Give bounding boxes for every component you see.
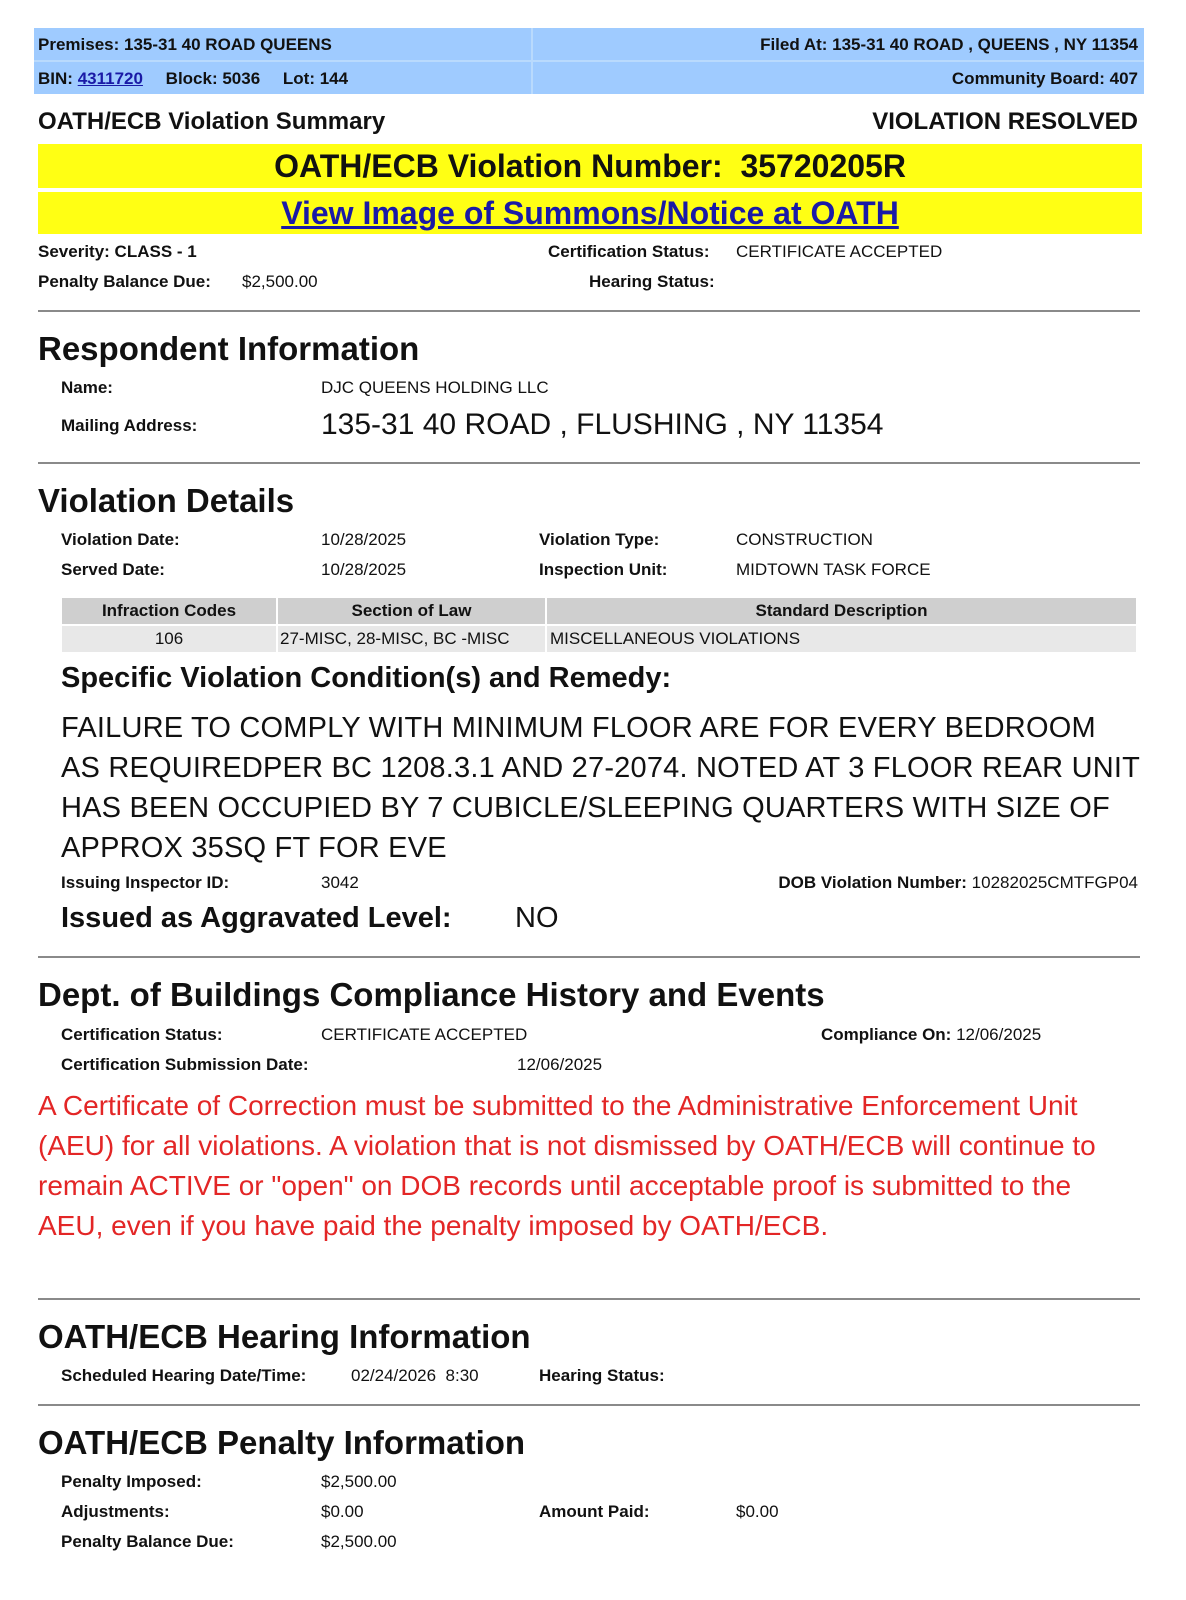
cert-status-label: Certification Status: (548, 242, 710, 261)
table-header-section-of-law: Section of Law (278, 598, 545, 624)
inspector-id-value: 3042 (321, 873, 359, 892)
adjustments-value: $0.00 (321, 1502, 364, 1521)
amount-paid-label: Amount Paid: (539, 1502, 650, 1521)
bin-link[interactable]: 4311720 (77, 69, 143, 88)
balance-due-value: $2,500.00 (321, 1532, 397, 1551)
aggravated-level-value: NO (515, 902, 559, 934)
penalty-imposed-value: $2,500.00 (321, 1472, 397, 1491)
hearing-title: OATH/ECB Hearing Information (38, 1318, 531, 1355)
table-header-standard-description: Standard Description (547, 598, 1136, 624)
violation-date-value: 10/28/2025 (321, 530, 407, 549)
table-cell-infraction-code: 106 (62, 626, 276, 652)
penalty-balance-label: Penalty Balance Due: (38, 272, 211, 291)
penalty-balance-value: $2,500.00 (242, 272, 318, 291)
divider (38, 1404, 1140, 1406)
compliance-on-label: Compliance On: (821, 1025, 952, 1044)
bin-label: BIN: (38, 69, 73, 88)
submission-date-label: Certification Submission Date: (61, 1055, 309, 1074)
hearing-status-label-2: Hearing Status: (539, 1366, 665, 1385)
lot-text: Lot: 144 (282, 69, 349, 88)
dob-violation-number (778, 873, 1138, 893)
community-board-text: Community Board: 407 (951, 69, 1138, 88)
dob-violation-number-label: DOB Violation Number: (778, 873, 967, 892)
penalty-title: OATH/ECB Penalty Information (38, 1424, 526, 1461)
compliance-cert-status-label: Certification Status: (61, 1025, 223, 1044)
table-cell-standard-description: MISCELLANEOUS VIOLATIONS (547, 626, 1136, 652)
conditions-title: Specific Violation Condition(s) and Remedy: (61, 662, 672, 694)
mailing-address-label: Mailing Address: (61, 416, 198, 435)
certificate-notice: A Certificate of Correction must be submitted to the Administrative Enforcement Unit (AEU) for all violations. A violation that is not dismissed by OATH/ECB will continue to remain ACTIVE or "open" on DOB records until acceptable proof is submitted to the AEU, even if you have paid the penalty imposed by OATH/ECB. (38, 1090, 1096, 1241)
premises-text: Premises: 135-31 40 ROAD QUEENS (38, 35, 332, 54)
cert-status-value: CERTIFICATE ACCEPTED (736, 242, 943, 261)
conditions-text: FAILURE TO COMPLY WITH MINIMUM FLOOR ARE FOR EVERY BEDROOM AS REQUIREDPER BC 1208.3.1 AND 27-2074. NOTED AT 3 FLOOR REAR UNIT HAS BEEN OCCUPIED BY 7 CUBICLE/SLEEPING QUARTERS WITH SIZE OF APPROX 35SQ FT FOR EVE (61, 712, 1140, 864)
summons-link-banner (38, 192, 1142, 234)
summary-title: OATH/ECB Violation Summary (38, 108, 386, 135)
view-summons-link[interactable]: View Image of Summons/Notice at OATH (281, 195, 899, 231)
violation-type-label: Violation Type: (539, 530, 660, 549)
respondent-name-value: DJC QUEENS HOLDING LLC (321, 378, 549, 397)
compliance-cert-status-value: CERTIFICATE ACCEPTED (321, 1025, 528, 1044)
violation-number-banner (38, 144, 1142, 188)
block-text: Block: 5036 (165, 69, 261, 88)
violation-date-label: Violation Date: (61, 530, 180, 549)
violation-type-value: CONSTRUCTION (736, 530, 873, 549)
scheduled-hearing-value: 02/24/2026 8:30 (351, 1366, 479, 1385)
filed-at-text: Filed At: 135-31 40 ROAD , QUEENS , NY 11354 (760, 35, 1138, 54)
compliance-title: Dept. of Buildings Compliance History and Events (38, 976, 825, 1013)
violation-status: VIOLATION RESOLVED (872, 108, 1138, 135)
property-header (34, 28, 1144, 94)
respondent-name-label: Name: (61, 378, 113, 397)
balance-due-label: Penalty Balance Due: (61, 1532, 234, 1551)
bin-row (38, 69, 348, 89)
served-date-value: 10/28/2025 (321, 560, 407, 579)
dob-violation-number-value: 10282025CMTFGP04 (971, 873, 1138, 892)
respondent-title: Respondent Information (38, 330, 420, 367)
divider (38, 1298, 1140, 1300)
inspection-unit-value: MIDTOWN TASK FORCE (736, 560, 931, 579)
amount-paid-value: $0.00 (736, 1502, 779, 1521)
divider (38, 310, 1140, 312)
adjustments-label: Adjustments: (61, 1502, 170, 1521)
submission-date-value: 12/06/2025 (517, 1055, 603, 1074)
inspection-unit-label: Inspection Unit: (539, 560, 668, 579)
inspector-id-label: Issuing Inspector ID: (61, 873, 230, 892)
divider (38, 462, 1140, 464)
mailing-address-value: 135-31 40 ROAD , FLUSHING , NY 11354 (321, 408, 884, 441)
divider (38, 956, 1140, 958)
aggravated-level-label: Issued as Aggravated Level: (61, 902, 452, 934)
compliance-on-value: 12/06/2025 (956, 1025, 1042, 1044)
table-header-infraction-codes: Infraction Codes (62, 598, 276, 624)
compliance-on (821, 1025, 1041, 1045)
table-cell-section-of-law: 27-MISC, 28-MISC, BC -MISC (278, 626, 545, 652)
scheduled-hearing-label: Scheduled Hearing Date/Time: (61, 1366, 307, 1385)
violation-number: OATH/ECB Violation Number: 35720205R (274, 148, 906, 184)
hearing-status-label: Hearing Status: (589, 272, 715, 291)
severity: Severity: CLASS - 1 (38, 242, 197, 261)
served-date-label: Served Date: (61, 560, 165, 579)
violation-details-title: Violation Details (38, 482, 295, 519)
penalty-imposed-label: Penalty Imposed: (61, 1472, 202, 1491)
